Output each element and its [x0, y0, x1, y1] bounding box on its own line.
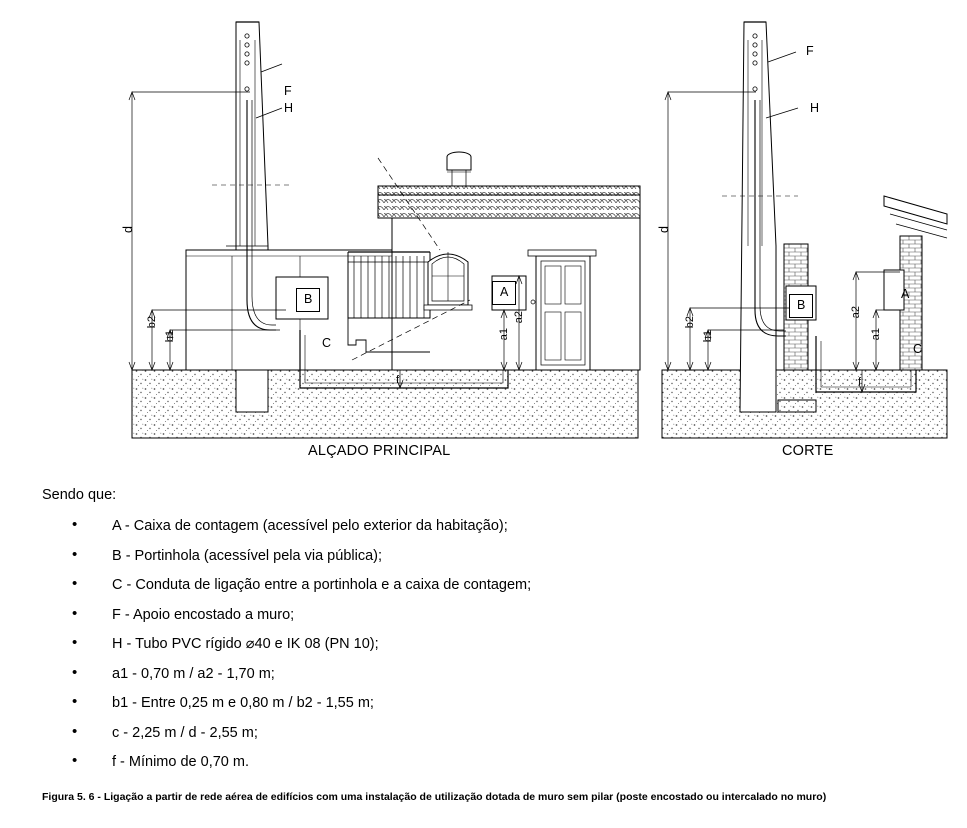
label-section-A: A [901, 287, 910, 301]
list-item: • B - Portinhola (acessível pela via pública); [42, 547, 531, 565]
list-item: • H - Tubo PVC rígido ⌀40 e IK 08 (PN 10); [42, 635, 531, 653]
label-front-d: d [121, 226, 135, 233]
intro-text: Sendo que: [42, 487, 117, 503]
legend-block [42, 487, 531, 783]
label-section-a1: a1 [870, 328, 882, 341]
list-item: • a1 - 0,70 m / a2 - 1,70 m; [42, 665, 531, 683]
list-item: • c - 2,25 m / d - 2,55 m; [42, 724, 531, 742]
label-section-b2: b2 [684, 316, 696, 329]
label-section-B: B [789, 294, 813, 318]
label-front-a1: a1 [498, 328, 510, 341]
legend-list [42, 517, 531, 771]
label-section-b1: b1 [702, 330, 714, 343]
label-section-F: F [806, 44, 814, 58]
list-item: • b1 - Entre 0,25 m e 0,80 m / b2 - 1,55 m; [42, 694, 531, 712]
list-item: • f - Mínimo de 0,70 m. [42, 753, 531, 771]
label-front-B: B [296, 288, 320, 312]
label-section-d: d [657, 226, 671, 233]
label-front-b2: b2 [146, 316, 158, 329]
label-front-A: A [492, 281, 516, 305]
label-section-H: H [810, 101, 820, 115]
label-front-f: f [396, 374, 400, 386]
label-section-C: C [913, 342, 923, 356]
label-front-F: F [284, 84, 292, 98]
list-item: • F - Apoio encostado a muro; [42, 606, 531, 624]
label-front-b1: b1 [164, 330, 176, 343]
label-section-f: f [858, 376, 862, 388]
view-captions [0, 443, 967, 467]
list-item: • C - Conduta de ligação entre a portinhola e a caixa de contagem; [42, 576, 531, 594]
label-front-H: H [284, 101, 294, 115]
list-item: • A - Caixa de contagem (acessível pelo exterior da habitação); [42, 517, 531, 535]
label-front-C: C [322, 336, 332, 350]
figure-caption: Figura 5. 6 - Ligação a partir de rede aérea de edifícios com uma instalação de utilização dotada de muro sem pilar (poste encostado ou intercalado no muro) [42, 791, 827, 803]
view-caption-front: ALÇADO PRINCIPAL [308, 443, 451, 459]
label-section-a2: a2 [850, 306, 862, 319]
label-front-a2: a2 [513, 311, 525, 324]
view-caption-section: CORTE [782, 443, 834, 459]
